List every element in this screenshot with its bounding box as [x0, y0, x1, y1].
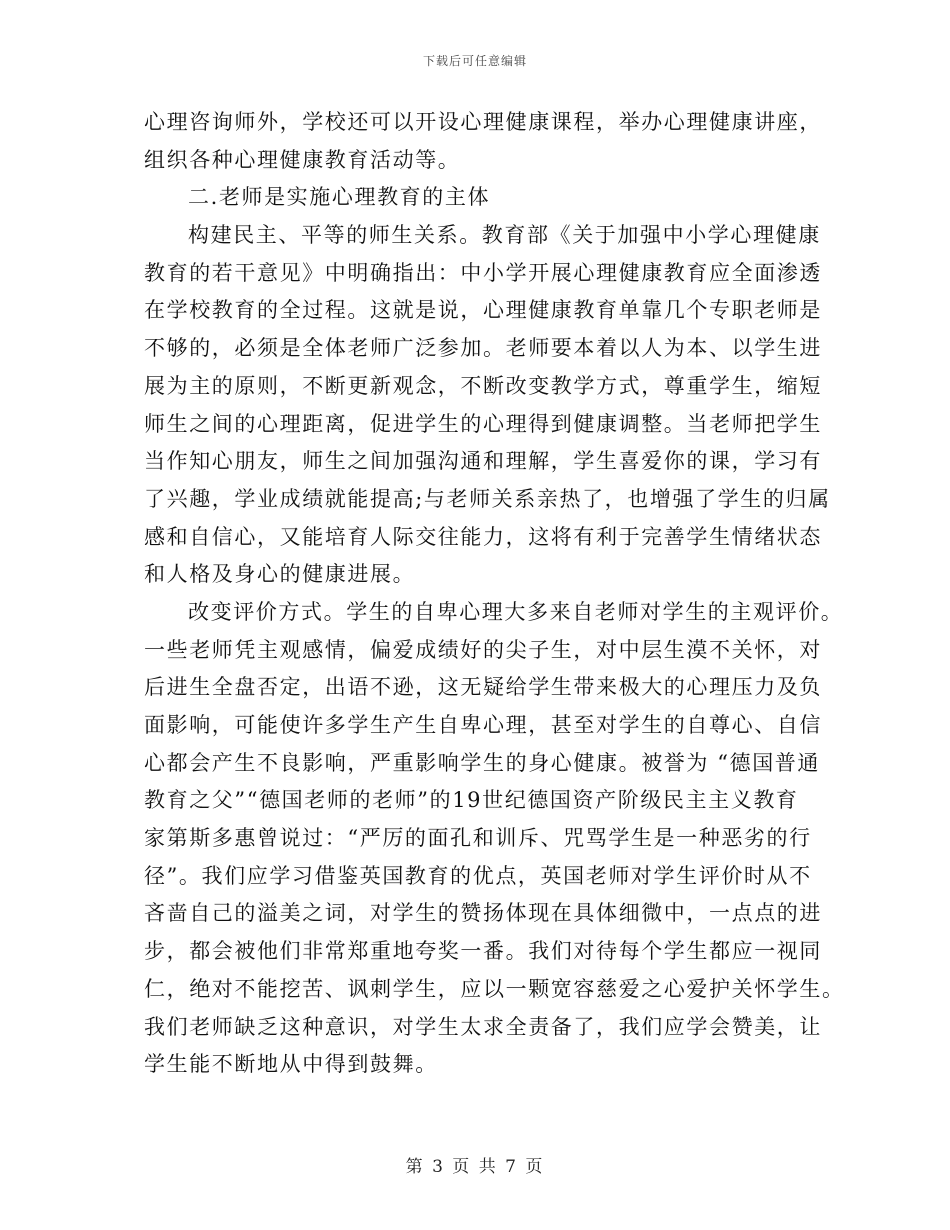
text-line: 面影响，可能使许多学生产生自卑心理，甚至对学生的自尊心、自信 [144, 713, 822, 737]
text-line: 仁，绝对不能挖苦、讽刺学生，应以一颗宽容慈爱之心爱护关怀学生。 [144, 976, 845, 1001]
text-line: 一些老师凭主观感情，偏爱成绩好的尖子生，对中层生漠不关怀，对 [144, 637, 822, 662]
text-line: 家第斯多惠曾说过：“严厉的面孔和训斥、咒骂学生是一种恶劣的行 [144, 826, 812, 851]
text-line: 展为主的原则，不断更新观念，不断改变教学方式，尊重学生，缩短 [144, 373, 822, 398]
text-line: 了兴趣，学业成绩就能提高;与老师关系亲热了，也增强了学生的归属 [144, 486, 831, 511]
page-header: 下载后可任意编辑 [422, 54, 527, 68]
text-line: 师生之间的心理距离，促进学生的心理得到健康调整。当老师把学生 [144, 411, 822, 436]
document-body [144, 104, 845, 1084]
section-heading: 二.老师是实施心理教育的主体 [188, 185, 491, 210]
text-line: 心理咨询师外，学校还可以开设心理健康课程，举办心理健康讲座， [144, 110, 822, 134]
text-line: 不够的，必须是全体老师广泛参加。老师要本着以人为本、以学生进 [144, 336, 822, 361]
text-line: 吝啬自己的溢美之词，对学生的赞扬体现在具体细微中，一点点的进 [144, 901, 822, 926]
page-number: 第 3 页 共 7 页 [405, 1157, 545, 1177]
paragraph-first-line: 构建民主、平等的师生关系。教育部《关于加强中小学心理健康 [188, 223, 821, 248]
text-line: 我们老师缺乏这种意识，对学生太求全责备了，我们应学会赞美，让 [144, 1014, 822, 1039]
text-line: 在学校教育的全过程。这就是说，心理健康教育单靠几个专职老师是 [144, 298, 822, 323]
text-line: 组织各种心理健康教育活动等。 [144, 147, 461, 172]
text-line: 和人格及身心的健康进展。 [144, 562, 416, 587]
text-line: 教育的若干意见》中明确指出：中小学开展心理健康教育应全面渗透 [144, 260, 822, 285]
paragraph-first-line: 改变评价方式。学生的自卑心理大多来自老师对学生的主观评价。 [188, 599, 844, 624]
text-line: 心都会产生不良影响，严重影响学生的身心健康。被誉为 “德国普通 [144, 750, 821, 775]
text-line: 教育之父”“德国老师的老师”的19世纪德国资产阶级民主主义教育 [144, 788, 799, 813]
text-line: 感和自信心，又能培育人际交往能力，这将有利于完善学生情绪状态 [144, 524, 822, 549]
text-line: 径”。我们应学习借鉴英国教育的优点，英国老师对学生评价时从不 [144, 863, 812, 888]
text-line: 步，都会被他们非常郑重地夸奖一番。我们对待每个学生都应一视同 [144, 939, 822, 964]
text-line: 后进生全盘否定，出语不逊，这无疑给学生带来极大的心理压力及负 [144, 675, 822, 700]
text-line: 当作知心朋友，师生之间加强沟通和理解，学生喜爱你的课，学习有 [144, 449, 822, 474]
text-line: 学生能不断地从中得到鼓舞。 [144, 1052, 438, 1077]
